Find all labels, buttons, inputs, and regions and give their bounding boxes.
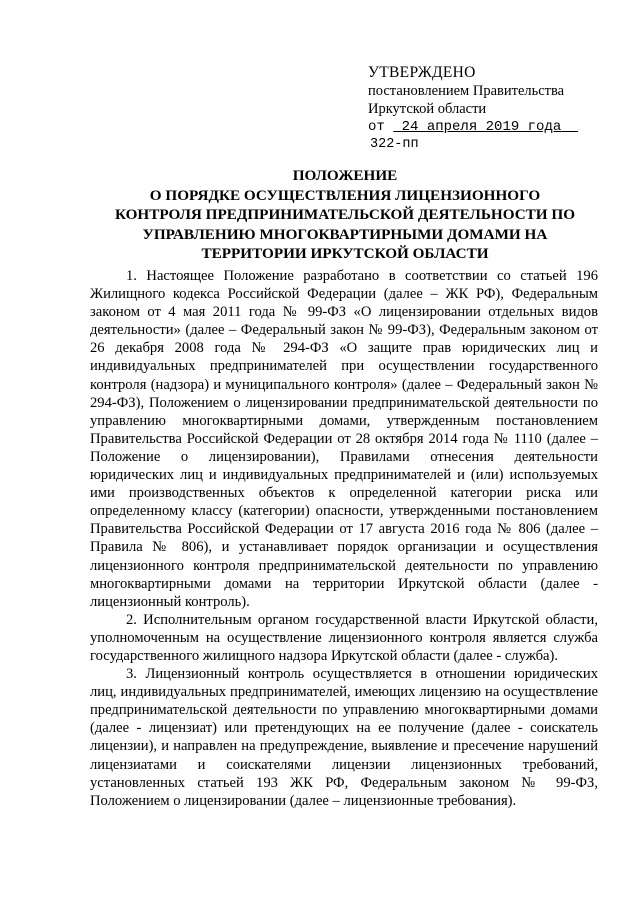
approval-number: 322-пп — [370, 137, 419, 152]
approval-date-text: 24 апреля 2019 года — [401, 119, 562, 135]
title-line-2: О ПОРЯДКЕ ОСУЩЕСТВЛЕНИЯ ЛИЦЕНЗИОННОГО — [149, 186, 541, 204]
approval-line-2: Иркутской области — [368, 101, 487, 117]
approval-stamp — [368, 64, 618, 154]
approval-heading: УТВЕРЖДЕНО — [368, 64, 476, 81]
document-title — [90, 166, 600, 264]
title-line-4: УПРАВЛЕНИЮ МНОГОКВАРТИРНЫМИ ДОМАМИ НА — [142, 225, 548, 243]
approval-line-1: постановлением Правительства — [368, 83, 565, 99]
approval-date-line — [368, 118, 618, 136]
approval-date-prefix: от — [368, 119, 385, 135]
title-line-3: КОНТРОЛЯ ПРЕДПРИНИМАТЕЛЬСКОЙ ДЕЯТЕЛЬНОСТИ ПО — [114, 206, 576, 223]
title-line-1: ПОЛОЖЕНИЕ — [292, 167, 398, 184]
paragraph-3: 3. Лицензионный контроль осуществляется в отношении юридических лиц, индивидуальных предпринимателей, имеющих лицензию на осуществление предпринимательской деятельности по управлению многоквартирными домами (далее - лицензиат) или претендующих на ее получение (далее - соискатель лицензии), и направлен на предупреждение, выявление и пресечение нарушений лицензиатами и соискателями лицензии лицензионных требований, установленных статьей 193 ЖК РФ, Федеральным законом № 99-ФЗ, Положением о лицензировании (далее – лицензионные требования). — [90, 666, 598, 809]
paragraph-1: 1. Настоящее Положение разработано в соответствии со статьей 196 Жилищного кодекса Российской Федерации (далее – ЖК РФ), Федеральным законом от 4 мая 2011 года № 99-ФЗ «О лицензировании отдельных видов деятельности» (далее – Федеральный закон № 99-ФЗ), Федеральным законом от 26 декабря 2008 года № 294-ФЗ «О защите прав юридических лиц и индивидуальных предпринимателей при осуществлении государственного контроля (надзора) и муниципального контроля» (далее – Федеральный закон № 294-ФЗ), Положением о лицензировании предпринимательской деятельности по управлению многоквартирными домами, утвержденным постановлением Правительства Российской Федерации от 28 октября 2014 года № 1110 (далее – Положение о лицензировании), Правилами отнесения деятельности юридических лиц и индивидуальных предпринимателей и (или) используемых ими производственных объектов к определенной категории риска или определенному классу (категории) опасности, утвержденными постановлением Правительства Российской Федерации от 17 августа 2016 года № 806 (далее – Правила № 806), и устанавливает порядок организации и осуществления лицензионного контроля предпринимательской деятельности по управлению многоквартирными домами на территории Иркутской области (далее - лицензионный контроль). — [90, 268, 598, 610]
approval-date-value — [393, 119, 578, 135]
document-body — [90, 267, 598, 810]
paragraph-2: 2. Исполнительным органом государственной власти Иркутской области, уполномоченным на осуществление лицензионного контроля является служба государственного жилищного надзора Иркутской области (далее - служба). — [90, 611, 598, 664]
title-line-5: ТЕРРИТОРИИ ИРКУТСКОЙ ОБЛАСТИ — [201, 245, 489, 262]
